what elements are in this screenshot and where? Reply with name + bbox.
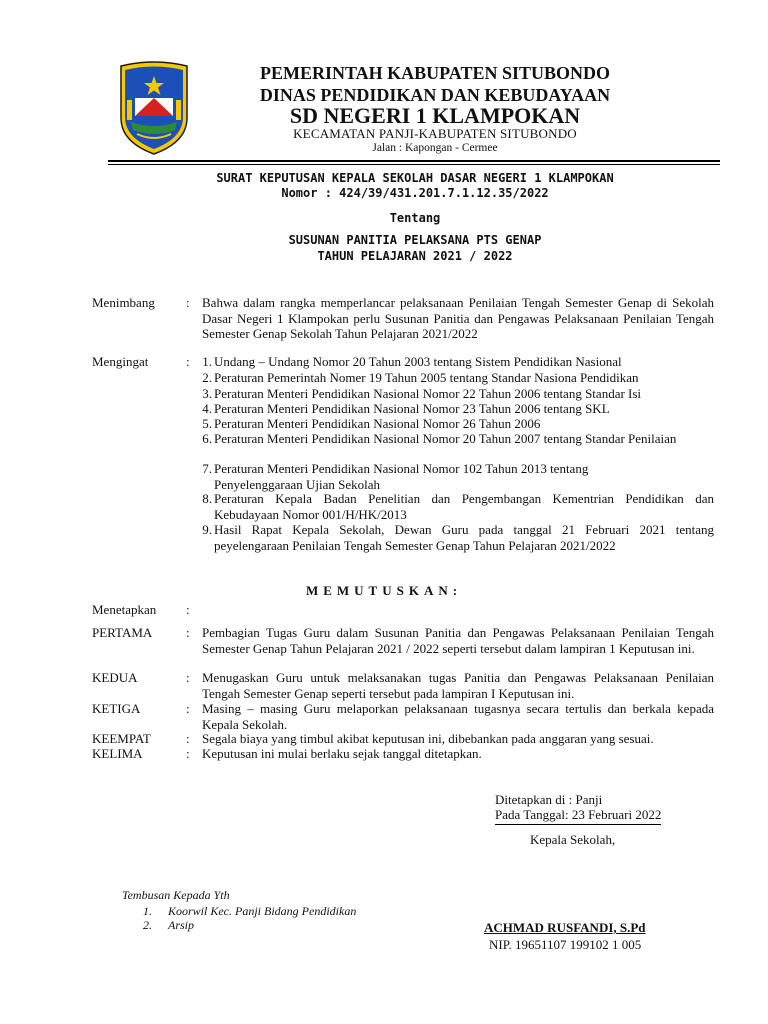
ketiga-text: Masing – masing Guru melaporkan pelaksanaan tugasnya secara tertulis dan berkala kepada Kepala Sekolah. [202,701,714,732]
kelima-label: KELIMA [92,746,143,761]
tembusan-title: Tembusan Kepada Yth [122,888,230,902]
menetapkan-colon: : [186,602,190,617]
mengingat-item-number: 6. [202,431,212,446]
mengingat-item-number: 4. [202,401,212,416]
mengingat-label: Mengingat [92,354,149,369]
mengingat-item-text: Peraturan Menteri Pendidikan Nasional Nomor 20 Tahun 2007 tentang Standar Penilaian [214,431,677,446]
keempat-label: KEEMPAT [92,731,151,746]
header-divider-thick [108,160,720,162]
menimbang-colon: : [186,295,190,310]
mengingat-item-number: 2. [202,370,212,385]
letterhead-address: Jalan : Kapongan - Cermee [372,142,498,154]
menimbang-label: Menimbang [92,295,155,310]
ketiga-label: KETIGA [92,701,141,716]
mengingat-colon: : [186,354,190,369]
keempat-text: Segala biaya yang timbul akibat keputusan ini, dibebankan pada anggaran yang sesuai. [202,731,654,746]
signature-date: Pada Tanggal: 23 Februari 2022 [495,807,661,825]
keempat-colon: : [186,731,190,746]
pertama-colon: : [186,625,190,640]
mengingat-item-text: Hasil Rapat Kepala Sekolah, Dewan Guru pada tanggal 21 Februari 2021 tentang peyelengaraan Penilaian Tengah Semester Genap Tahun Pelajaran 2021/2022 [214,522,714,553]
ketiga-colon: : [186,701,190,716]
menetapkan-label: Menetapkan [92,602,157,617]
mengingat-item-text: Peraturan Pemerintah Nomer 19 Tahun 2005 tentang Standar Nasiona Pendidikan [214,370,639,385]
mengingat-item-number: 1. [202,354,212,369]
pertama-label: PERTAMA [92,625,153,640]
mengingat-item-text: Peraturan Menteri Pendidikan Nasional Nomor 23 Tahun 2006 tentang SKL [214,401,610,416]
header-divider-thin [108,164,720,165]
decree-number: Nomor : 424/39/431.201.7.1.12.35/2022 [281,186,549,200]
mengingat-item-text: Peraturan Menteri Pendidikan Nasional Nomor 102 Tahun 2013 tentang Penyelenggaraan Ujian Sekolah [214,461,589,492]
menimbang-text: Bahwa dalam rangka memperlancar pelaksanaan Penilaian Tengah Semester Genap di Sekolah Dasar Negeri 1 Klampokan perlu Susunan Panitia dan Pengawas Pelaksanaan Penilaian Tengah Semester Genap Sekolah Tahun Pelajaran 2021/2022 [202,295,714,341]
mengingat-item-number: 5. [202,416,212,431]
kelima-colon: : [186,746,190,761]
mengingat-item-text: Undang – Undang Nomor 20 Tahun 2003 tentang Sistem Pendidikan Nasional [214,354,622,369]
mengingat-item-number: 3. [202,386,212,401]
tembusan-item-number: 2. [143,918,152,932]
memutuskan-heading: MEMUTUSKAN: [305,583,463,598]
decree-subject-line2: TAHUN PELAJARAN 2021 / 2022 [317,249,513,263]
decree-subject-line1: SUSUNAN PANITIA PELAKSANA PTS GENAP [288,233,542,247]
signature-position: Kepala Sekolah, [530,832,616,847]
decree-about: Tentang [389,211,441,225]
tembusan-item-text: Koorwil Kec. Panji Bidang Pendidikan [168,904,357,918]
signatory-name: ACHMAD RUSFANDI, S.Pd [484,920,646,935]
tembusan-item-number: 1. [143,904,152,918]
letterhead-government: PEMERINTAH KABUPATEN SITUBONDO [259,63,611,83]
signatory-nip: NIP. 19651107 199102 1 005 [489,937,642,952]
kedua-text: Menugaskan Guru untuk melaksanakan tugas Panitia dan Pengawas Pelaksanaan Penilaian Tengah Semester Genap seperti tersebut pada lampiran I Keputusan ini. [202,670,714,701]
mengingat-item-text: Peraturan Menteri Pendidikan Nasional Nomor 26 Tahun 2006 [214,416,541,431]
decree-title: SURAT KEPUTUSAN KEPALA SEKOLAH DASAR NEGERI 1 KLAMPOKAN [216,171,614,185]
mengingat-item-number: 8. [202,491,212,506]
mengingat-item-text: Peraturan Menteri Pendidikan Nasional Nomor 22 Tahun 2006 tentang Standar Isi [214,386,642,401]
kedua-label: KEDUA [92,670,138,685]
signature-place: Ditetapkan di : Panji [495,792,603,807]
pertama-text: Pembagian Tugas Guru dalam Susunan Panitia dan Pengawas Pelaksanaan Penilaian Tengah Semester Genap Tahun Pelajaran 2021 / 2022 seperti tersebut dalam lampiran 1 Keputusan ini. [202,625,714,656]
letterhead-district: KECAMATAN PANJI-KABUPATEN SITUBONDO [293,126,577,141]
mengingat-item-number: 7. [202,461,212,476]
regency-crest-logo [117,60,191,156]
letterhead-school: SD NEGERI 1 KLAMPOKAN [289,103,581,128]
mengingat-item-number: 9. [202,522,212,537]
letterhead-department: DINAS PENDIDIKAN DAN KEBUDAYAAN [259,85,611,105]
kelima-text: Keputusan ini mulai berlaku sejak tanggal ditetapkan. [202,746,482,761]
mengingat-item-text: Peraturan Kepala Badan Penelitian dan Pengembangan Kementrian Pendidikan dan Kebudayaan Nomor 001/H/HK/2013 [214,491,714,522]
kedua-colon: : [186,670,190,685]
tembusan-item-text: Arsip [168,918,195,932]
